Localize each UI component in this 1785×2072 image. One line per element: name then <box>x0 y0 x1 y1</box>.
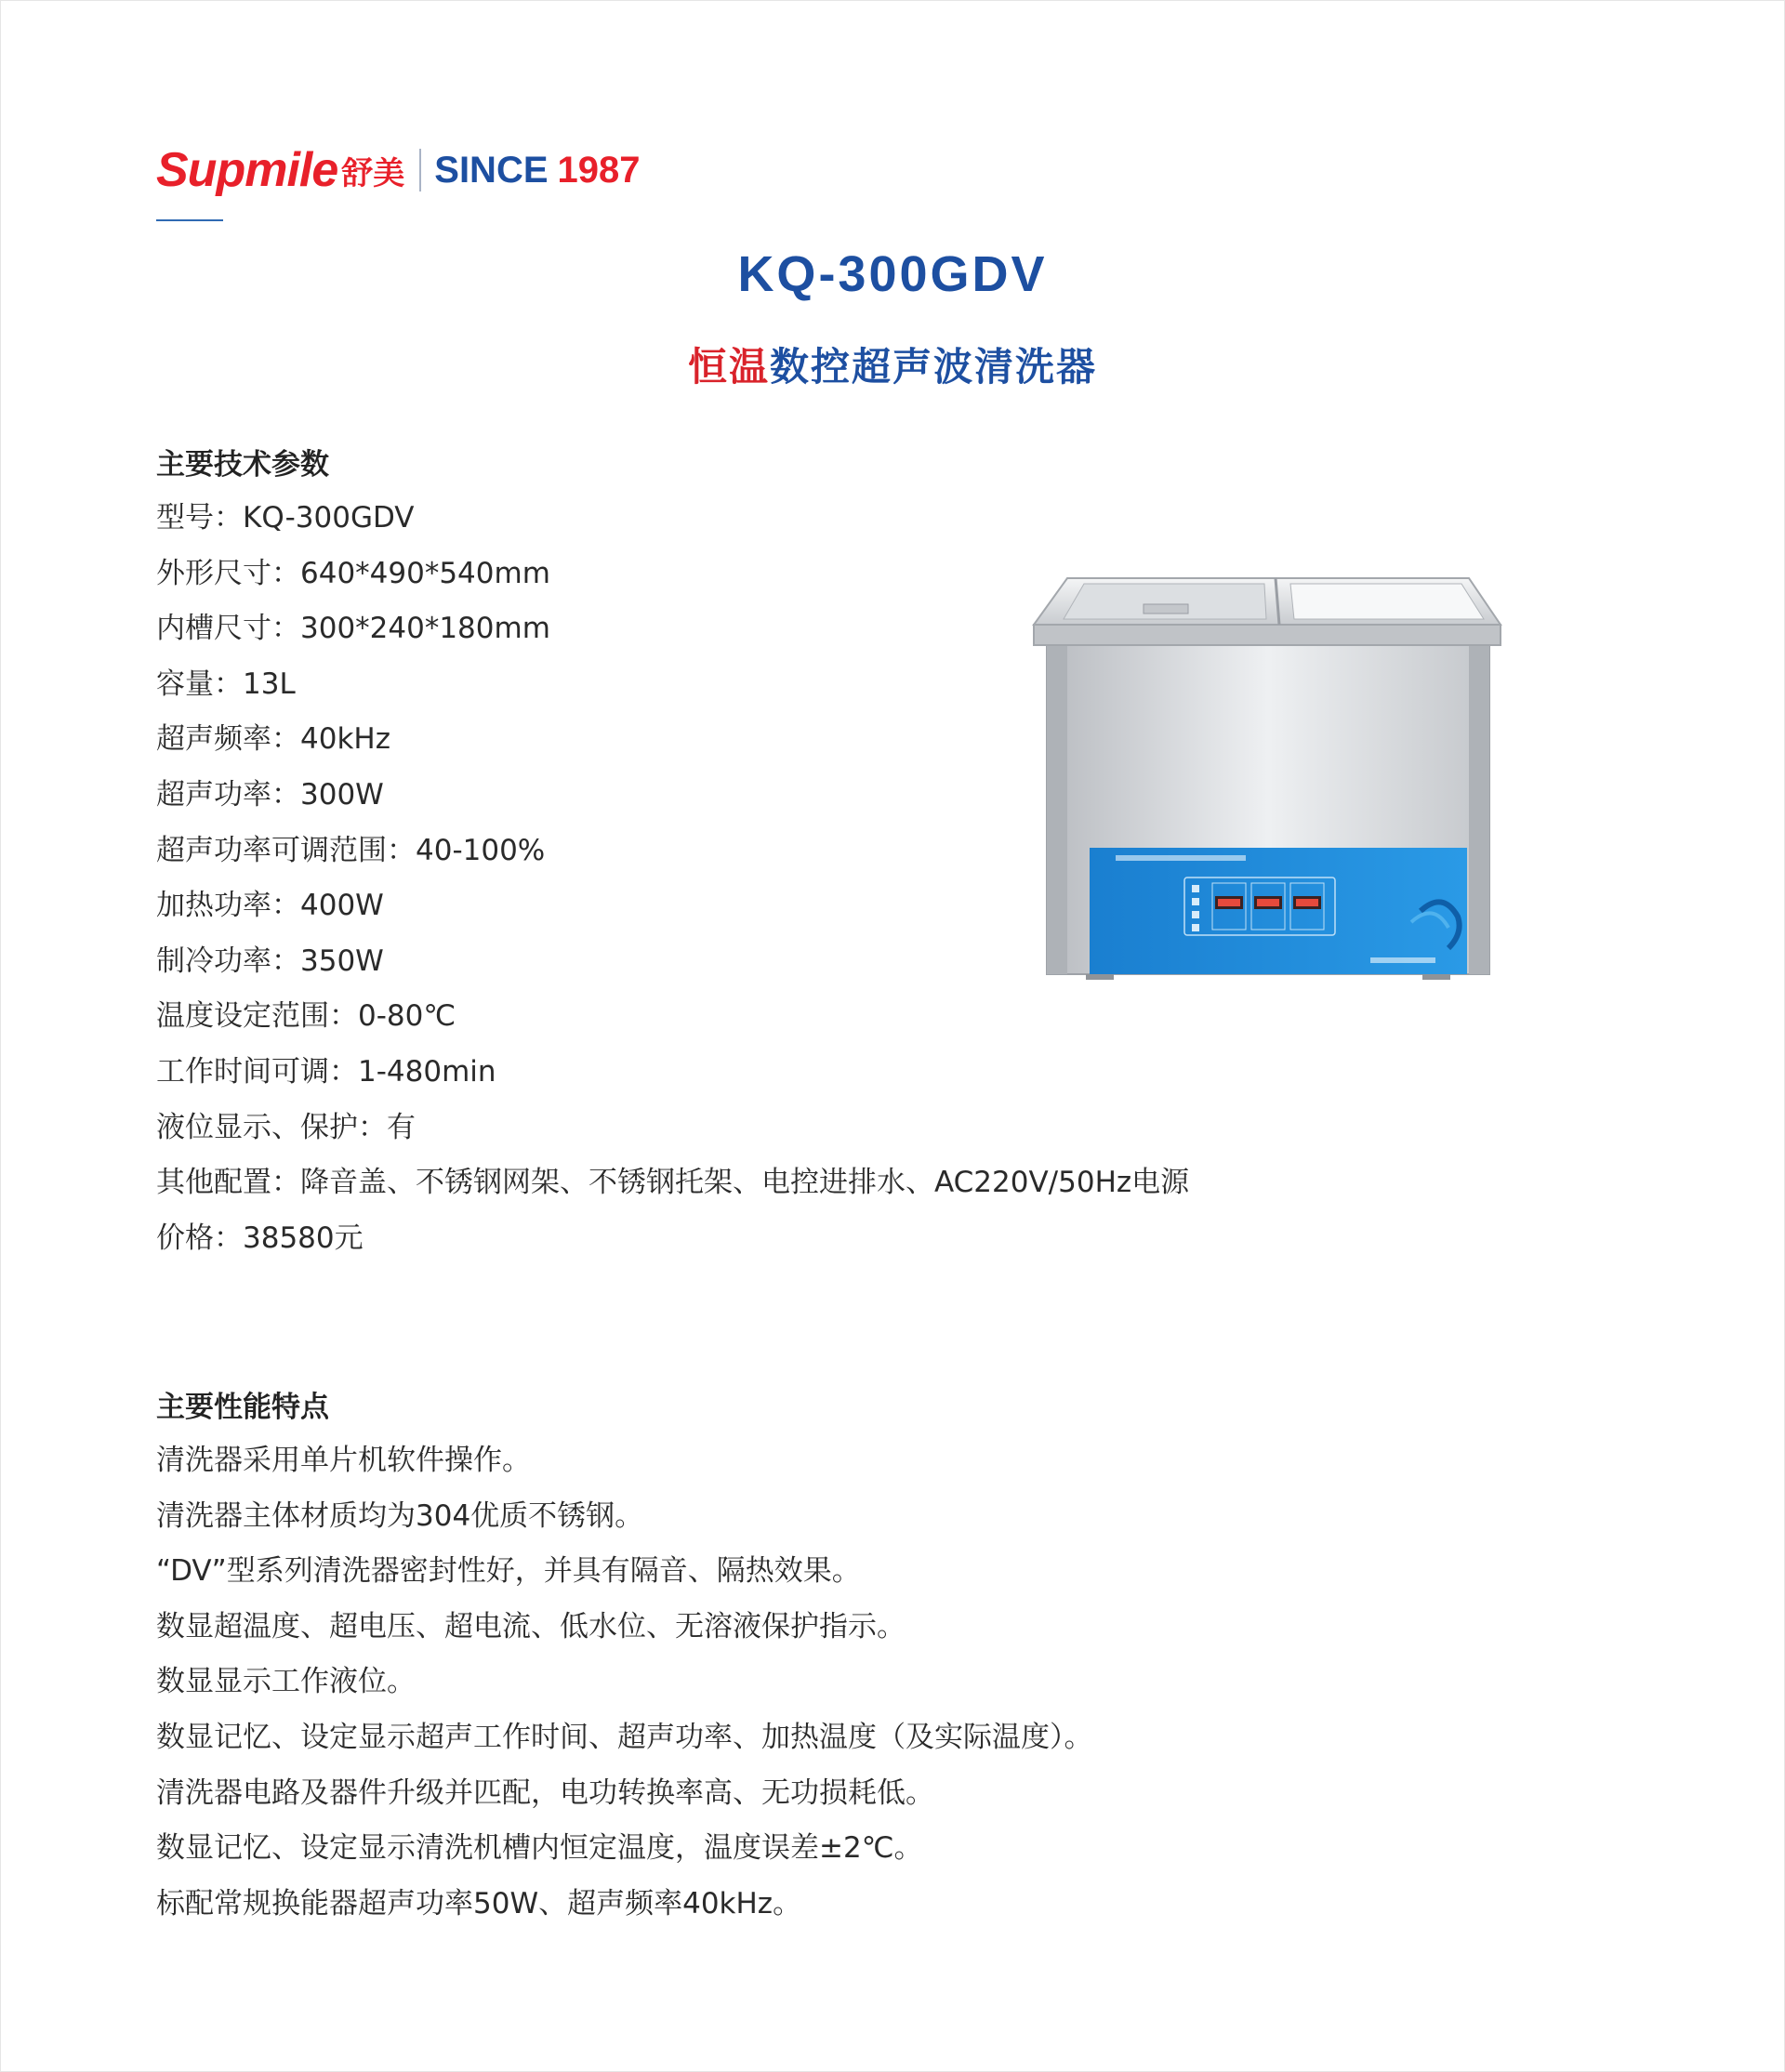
product-name-red: 恒温 <box>687 344 770 389</box>
spec-item: 内槽尺寸：300*240*180mm <box>156 612 550 646</box>
spec-item: 型号：KQ-300GDV <box>156 501 415 534</box>
features-list <box>156 1433 1093 1932</box>
feature-item: “DV”型系列清洗器密封性好，并具有隔音、隔热效果。 <box>156 1554 861 1589</box>
logo-divider <box>419 149 421 191</box>
spec-item: 工作时间可调：1-480min <box>156 1054 496 1089</box>
spec-item: 超声频率：40kHz <box>156 722 390 757</box>
feature-item: 标配常规换能器超声功率50W、超声频率40kHz。 <box>156 1886 802 1920</box>
spec-item: 液位显示、保护：有 <box>156 1110 416 1144</box>
spec-item: 制冷功率：350W <box>156 944 384 978</box>
logo-underline <box>156 219 223 221</box>
spec-item: 超声功率可调范围：40-100% <box>156 833 546 867</box>
spec-item: 容量：13L <box>156 666 296 701</box>
model-title: KQ-300GDV <box>737 246 1048 302</box>
feature-item: 数显显示工作液位。 <box>156 1665 416 1699</box>
logo-year: 1987 <box>557 149 641 191</box>
spec-item: 价格：38580元 <box>156 1221 364 1255</box>
logo-since <box>434 150 640 191</box>
feature-item: 数显记忆、设定显示超声工作时间、超声功率、加热温度（及实际温度）。 <box>156 1720 1093 1754</box>
spec-item: 温度设定范围：0-80℃ <box>156 999 456 1034</box>
feature-item: 数显超温度、超电压、超电流、低水位、无溶液保护指示。 <box>156 1609 906 1643</box>
spec-item: 其他配置：降音盖、不锈钢网架、不锈钢托架、电控进排水、AC220V/50Hz电源 <box>156 1166 1190 1200</box>
feature-item: 清洗器电路及器件升级并匹配，电功转换率高、无功损耗低。 <box>156 1775 934 1810</box>
logo-brand-cn: 舒美 <box>341 154 405 192</box>
features-heading: 主要性能特点 <box>156 1391 329 1424</box>
feature-item: 数显记忆、设定显示清洗机槽内恒定温度，温度误差±2℃。 <box>156 1831 923 1866</box>
feature-item: 清洗器主体材质均为304优质不锈钢。 <box>156 1498 644 1533</box>
product-name-title <box>0 337 1785 392</box>
brand-logo <box>156 139 641 201</box>
spec-item: 加热功率：400W <box>156 889 384 923</box>
feature-item: 清洗器采用单片机软件操作。 <box>156 1444 531 1477</box>
spec-item: 超声功率：300W <box>156 777 384 812</box>
spec-item: 外形尺寸：640*490*540mm <box>156 556 550 590</box>
specs-heading: 主要技术参数 <box>156 448 329 482</box>
logo-brand-text: Supmile <box>156 143 338 197</box>
product-image <box>1030 576 1506 982</box>
logo-since-text: SINCE <box>434 149 549 191</box>
product-name-blue: 数控超声波清洗器 <box>770 344 1098 389</box>
